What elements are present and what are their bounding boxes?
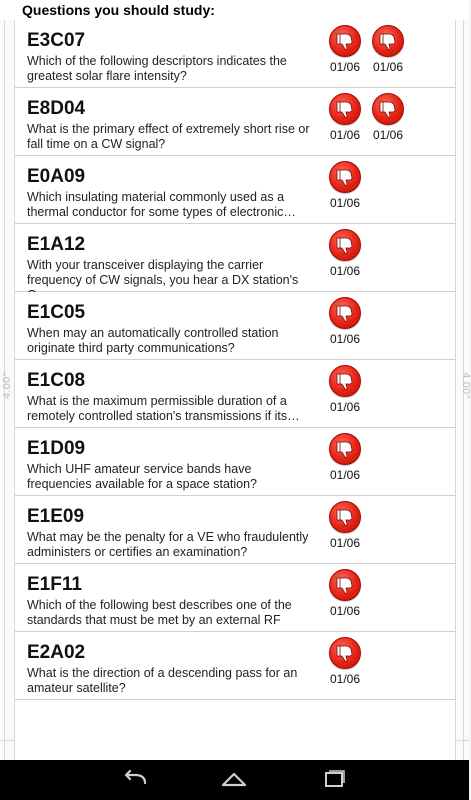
thumbs-down-icon [329, 229, 361, 261]
thumbs-down-icon [329, 25, 361, 57]
question-id: E2A02 [27, 642, 86, 663]
attempt-date: 01/06 [329, 264, 361, 278]
attempt-date: 01/06 [329, 196, 361, 210]
wrong-answer-mark [325, 229, 365, 278]
question-row[interactable] [15, 428, 455, 496]
thumbs-down-icon [329, 569, 361, 601]
question-text: Which insulating material commonly used as a thermal conductor for some types of electronic… [27, 190, 296, 219]
question-id: E1F11 [27, 574, 82, 595]
question-row[interactable] [15, 224, 455, 292]
question-row[interactable] [15, 360, 455, 428]
wrong-answer-mark [325, 297, 365, 346]
wrong-answer-mark [325, 501, 365, 550]
thumbs-down-icon [329, 93, 361, 125]
attempt-date: 01/06 [329, 332, 361, 346]
question-text: Which of the following best describes one of the standards that must be met by an external RF [27, 598, 292, 627]
header-bar [0, 0, 469, 20]
question-text: What is the direction of a descending pass for an amateur satellite? [27, 666, 298, 695]
dimension-right: 4.00" [459, 372, 471, 399]
question-row[interactable] [15, 156, 455, 224]
dimension-left: 4.00" [1, 372, 13, 399]
attempt-date: 01/06 [329, 128, 361, 142]
question-text: Which UHF amateur service bands have frequencies available for a space station? [27, 462, 258, 491]
thumbs-down-icon [372, 25, 404, 57]
recents-button[interactable] [314, 768, 354, 792]
question-id: E3C07 [27, 30, 86, 51]
question-id: E1D09 [27, 438, 86, 459]
question-id: E8D04 [27, 98, 86, 119]
question-id: E1C05 [27, 302, 86, 323]
question-id: E1A12 [27, 234, 86, 255]
wrong-answer-mark [325, 365, 365, 414]
question-row[interactable] [15, 292, 455, 360]
thumbs-down-icon [372, 93, 404, 125]
back-button[interactable] [115, 768, 155, 792]
question-text: Which of the following descriptors indicates the greatest solar flare intensity? [27, 54, 287, 83]
question-row[interactable] [15, 496, 455, 564]
page-title: Questions you should study: [22, 2, 215, 18]
question-row[interactable] [15, 632, 455, 700]
attempt-date: 01/06 [329, 60, 361, 74]
wrong-answer-mark [368, 93, 408, 142]
thumbs-down-icon [329, 637, 361, 669]
attempt-date: 01/06 [372, 128, 404, 142]
recents-icon [314, 768, 354, 792]
attempt-date: 01/06 [329, 468, 361, 482]
wrong-answer-mark [325, 161, 365, 210]
question-row[interactable] [15, 20, 455, 88]
thumbs-down-icon [329, 297, 361, 329]
wrong-answer-mark [325, 25, 365, 74]
attempt-date: 01/06 [372, 60, 404, 74]
thumbs-down-icon [329, 501, 361, 533]
question-text: With your transceiver displaying the carrier frequency of CW signals, you hear a DX station's [27, 258, 299, 287]
thumbs-down-icon [329, 365, 361, 397]
question-row[interactable] [15, 88, 455, 156]
wrong-answer-mark [325, 433, 365, 482]
thumbs-down-icon [329, 161, 361, 193]
question-text: What may be the penalty for a VE who fraudulently administers or certifies an examination? [27, 530, 309, 559]
attempt-date: 01/06 [329, 400, 361, 414]
wrong-answer-mark [325, 93, 365, 142]
home-button[interactable] [214, 768, 254, 792]
attempt-date: 01/06 [329, 604, 361, 618]
question-id: E1C08 [27, 370, 86, 391]
question-text: When may an automatically controlled station originate third party communications? [27, 326, 279, 355]
home-icon [214, 768, 254, 792]
wrong-answer-mark [325, 569, 365, 618]
question-row[interactable] [15, 564, 455, 632]
wrong-answer-mark [325, 637, 365, 686]
attempt-date: 01/06 [329, 672, 361, 686]
back-icon [115, 768, 155, 792]
thumbs-down-icon [329, 433, 361, 465]
question-text: What is the maximum permissible duration of a remotely controlled station's transmissions if its… [27, 394, 300, 423]
wrong-answer-mark [368, 25, 408, 74]
question-text: What is the primary effect of extremely short rise or fall time on a CW signal? [27, 122, 310, 151]
question-id: E1E09 [27, 506, 85, 527]
question-id: E0A09 [27, 166, 86, 187]
navigation-bar [0, 760, 469, 800]
attempt-date: 01/06 [329, 536, 361, 550]
question-list[interactable] [14, 20, 456, 760]
